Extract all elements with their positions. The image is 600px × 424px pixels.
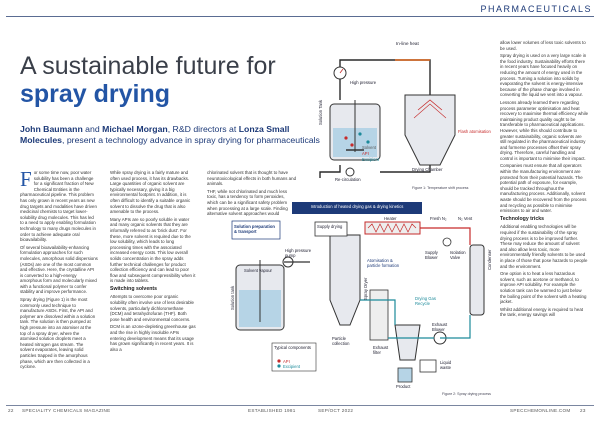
fig1-high-pressure-label: High pressure [350, 80, 377, 85]
fig1-api-label: API [362, 151, 369, 156]
fig2-solvent-vapour-label: Solvent vapour [244, 268, 272, 273]
fig2-typical-components-label: Typical components [274, 345, 312, 350]
fig1-drying-chamber-label: Drying Chamber [412, 167, 443, 172]
body-column-2: While spray drying is a fairly mature and often used process, it has its drawbacks. Large quantities of organic solvent are typically necessary, giving it a big environmental footprint. In addition, it is often difficult to identify a suitable organic solvent to dissolve the drug that is also amenable to the process. Many APIs are so poorly soluble in water and many organic solvents that they are informally referred to as 'brick dust'. For these, more solvent is required due to the low solubility, which leads to long processing times with the associated increased energy costs. This low overall solids concentration in the spray adds further technical challenges for product collection efficiency and can lead to poor flow and subsequent compressibility when it is made into tablets. Switching solvents Attempts to overcome poor organic solubility often involve use of less desirable solvents, particularly dichloromethane (DCM) and tetrahydrofuran (THF). Both pose health and environmental concerns. DCM is an ozone-depleting greenhouse gas and the rise in highly insoluble APIs entering development means that its usage has grown significantly in recent years. It is also a [110, 170, 196, 352]
fig2-caption: Figure 2: Spray drying process [442, 392, 491, 396]
body-column-3: chlorinated solvent that is thought to have neurotoxicological effects in both humans and animals. THF, while not chlorinated and much less toxic, has a tendency to form peroxides, which can be a significant safety problem when processing at a large scale. Finding alternative solvent approaches would [207, 170, 297, 217]
page-number-right: 23 [580, 408, 586, 413]
fig2-fresh-n2-label: Fresh N₂ [430, 216, 447, 221]
body-column-4: allow lower volumes of less toxic solvents to be used. Spray drying is used on a very large scale in the food industry. Sustainability efforts there in recent years have focused heavily on reducing the amount of energy used in the process. Turning a solution into solids by evaporating the solvent is energy-intensive because of the phase change involved in converting the liquid we vent into a vapour. Lessons already learned there regarding process parameter optimisation and heat recovery to maximise thermal efficiency while maintaining product quality ought to be transferable to pharmaceutical applications. However, while this should contribute to greater sustainability, organic solvents are still regulated in the pharmaceutical industry and formerse processes offset their spray drying. Therefore, careful handling and control is important to minimise their impact. Companies must ensure that all operators within the manufacturing environment are protected from their potential hazards. The potential path of exposure, for example, should be tracked throughout the manufacturing process. Additionally, solvent waste should be recovered from the process and recycling as possible to minimise emissions to air and water. Technology tricks Additional enabling technologies will be required if the sustainability of the spray drying process is to be improved further. These may reduce the amount of solvent and also allow less toxic, more environmentally friendly solvents to be used in place of those that pose hazards to people and the environment. One option is to heat a less hazardous solvent, such as acetone or methanol, to improve API solubility. For example the solution tank can be warmed to just below the boiling point of the solvent with a heating jacket. Whilst additional energy is required to heat the tank, energy savings will [500, 40, 588, 318]
fig2-particle-collection-label: Particle collection [332, 336, 350, 346]
section-header: PHARMACEUTICALS [480, 4, 592, 14]
fig2-isolation-valve-label: Isolation Valve [450, 250, 466, 260]
footer-rule [6, 405, 594, 406]
fig2-excipient-label: Excipient [283, 364, 300, 369]
subhead-technology-tricks: Technology tricks [500, 215, 545, 222]
fig1-recirculation-label: Re-circulation [335, 177, 361, 182]
fig2-atomisation-label: Atomisation & particle formation [367, 258, 400, 268]
figure1-recirculation-pump [346, 168, 354, 176]
fig2-condenser-label: Condenser [487, 249, 492, 270]
fig1-solvent-label: Solvent [362, 145, 376, 150]
subhead-switching-solvents: Switching solvents [110, 285, 157, 292]
figure1-pressure-gauge [334, 67, 346, 79]
page-number-left: 22 [8, 408, 14, 413]
fig1-inline-heat-label: In-line heat [396, 41, 419, 46]
fig2-intro-label: Introduction of heated drying gas & drying kinetics [310, 204, 404, 209]
body-column-1: For some time now, poor water solubility has been a challenge for a significant fraction of New Chemical Entities in the pharmaceutical pipeline. This problem has only grown in recent years as new drug targets and modalities have driven medicinal chemists to target lower-solubility drug molecules. This has led to a need to apply enabling formulation technology to many drugs molecules in order to achieve adequate oral bioavailability. Of several bioavailability-enhancing formulation approaches for such molecules, amorphous solid dispersions (ASDs) are one of the most common and effective. Here, the crystalline API is converted to a high-energy amorphous form and molecularly mixed with a functional polymer to confer stability and improve performance. Spray drying (Figure 1) is the most commonly used technique to manufacture ASDs. First, the API and polymer are dissolved within a solution tank. The solution is then pumped at high pressure into an atomiser at the top of a spray dryer, where the atomised solution droplets meet a heated nitrogen gas stream. The solvent evaporates, leaving solid particles trapped in the amorphous phase, which are then collected in a cyclone. [20, 170, 98, 370]
article-title: A sustainable future for spray drying [20, 52, 276, 108]
fig2-spray-dryer-label: Spray Dryer [363, 277, 368, 300]
fig2-exhaust-filter-label: Exhaust filter [373, 345, 389, 355]
fig2-supply-blower-label: Supply Blower [425, 250, 438, 260]
fig2-recycle-label: Drying Gas Recycle [415, 296, 436, 306]
fig2-liquid-waste-label: Liquid waste [440, 360, 452, 370]
figure1-solution-tank [330, 100, 380, 160]
fig2-solution-prep-label: Solution preparation & transport [234, 224, 275, 234]
fig2-pump-label: High pressure pump [285, 248, 312, 258]
fig2-product-label: Product [396, 384, 411, 389]
fig1-solution-tank-label: Solution Tank [318, 99, 323, 125]
fig2-exhaust-blower-label: Exhaust Blower [432, 322, 448, 332]
fig1-flash-label: Flash atomisation [458, 129, 491, 134]
figure1-drying-chamber [405, 95, 455, 165]
site-label: SPECCHEMONLINE.COM [510, 408, 571, 413]
magazine-name: SPECIALITY CHEMICALS MAGAZINE [22, 408, 111, 413]
fig2-solution-tank-label: Solution tank [230, 285, 235, 310]
fig2-supply-drying-label: Supply drying [317, 224, 343, 229]
fig1-excipient-label: Excipient [362, 157, 379, 162]
article-lede: John Baumann and Michael Morgan, R&D directors at Lonza Small Molecules, present a technology advance in spray drying for pharmaceuticals [20, 124, 320, 145]
fig1-caption: Figure 1: Temperature shift process [412, 186, 469, 190]
issue-label: SEP/OCT 2022 [318, 408, 354, 413]
fig2-n2-vent-label: N₂ Vent [458, 216, 473, 221]
established-label: ESTABLISHED 1981 [248, 408, 296, 413]
fig2-api-label: API [283, 359, 290, 364]
fig2-heater-label: Heater [384, 216, 397, 221]
